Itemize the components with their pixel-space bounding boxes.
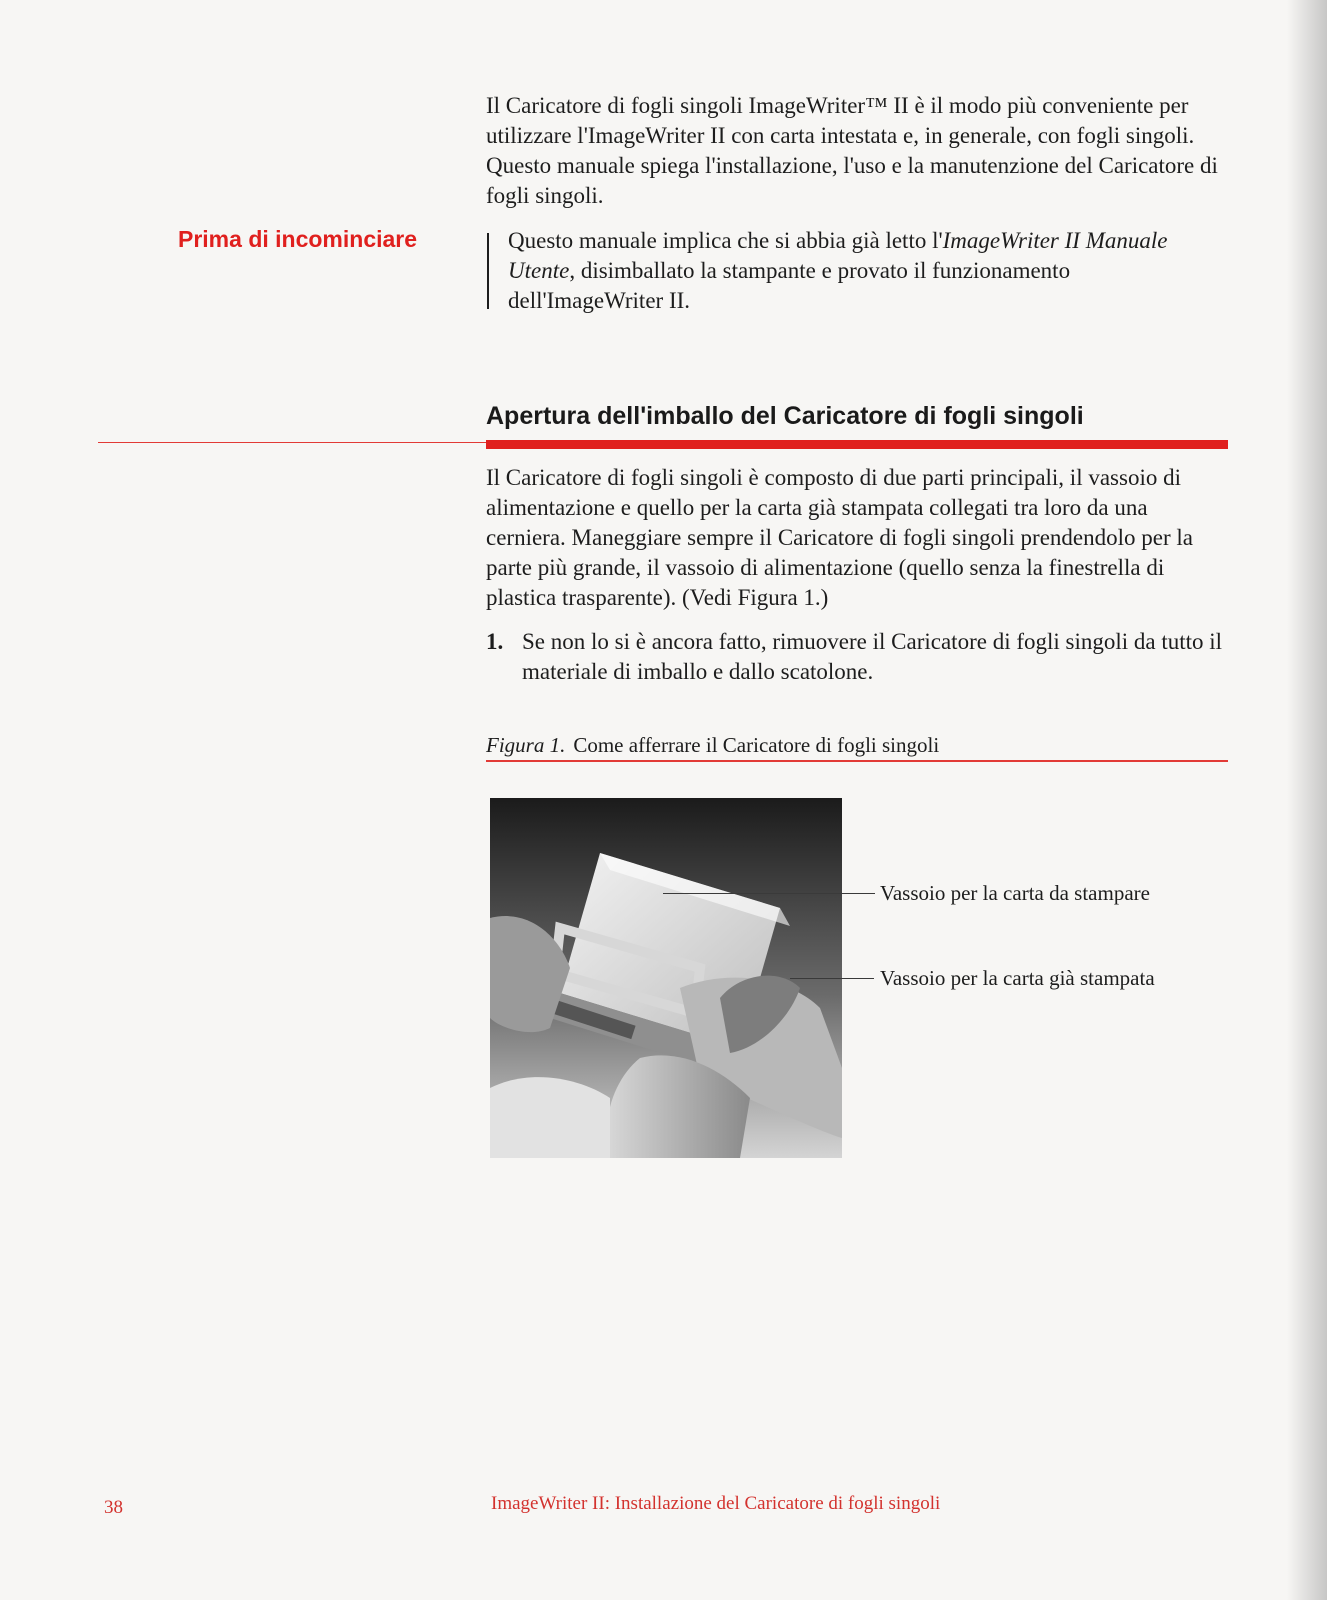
callout-line-output-tray [790,978,874,979]
note-text-start: Questo manuale implica che si abbia già letto l' [508,228,943,253]
figure-caption [486,732,1228,758]
before-you-begin-text [508,226,1228,316]
section-title: Apertura dell'imballo del Caricatore di fogli singoli [486,402,1084,430]
caption-rule [486,760,1228,762]
note-text-end: , disimballato la stampante e provato il funzionamento dell'ImageWriter II. [508,258,1071,313]
intro-paragraph: Il Caricatore di fogli singoli ImageWriter™ II è il modo più conveniente per utilizzare l'ImageWriter II con carta intestata e, in generale, con fogli singoli. Questo manuale spiega l'installazione, l'uso e la manutenzione del Caricatore di fogli singoli. [486,93,1218,208]
callout-input-tray: Vassoio per la carta da stampare [880,881,1150,905]
note-vertical-rule [487,233,489,309]
page-number: 38 [104,1497,123,1518]
step-text: Se non lo si è ancora fatto, rimuovere il Caricatore di fogli singoli da tutto il materiale di imballo e dallo scatolone. [522,629,1223,684]
running-footer: ImageWriter II: Installazione del Caricatore di fogli singoli [491,1493,941,1514]
figure-caption-text: Come afferrare il Caricatore di fogli singoli [573,733,940,757]
figure-label: Figura 1. [486,733,566,757]
callout-output-tray: Vassoio per la carta già stampata [880,966,1155,990]
section-body-paragraph: Il Caricatore di fogli singoli è composto di due parti principali, il vassoio di alimentazione e quello per la carta già stampata collegati tra loro da una cerniera. Maneggiare sempre il Caricatore di fogli singoli prendendolo per la parte più grande, il vassoio di alimentazione (quello senza la finestrella di plastica trasparente). (Vedi Figura 1.) [486,465,1193,610]
section-thick-rule [486,440,1228,449]
callout-line-input-tray [663,893,875,894]
page-edge-shadow [1287,0,1327,1600]
manual-title: ImageWriter II Manuale Utente [508,228,1168,283]
section-thin-rule [98,442,488,443]
before-you-begin-heading: Prima di incominciare [178,226,418,252]
step-number: 1. [486,629,504,654]
